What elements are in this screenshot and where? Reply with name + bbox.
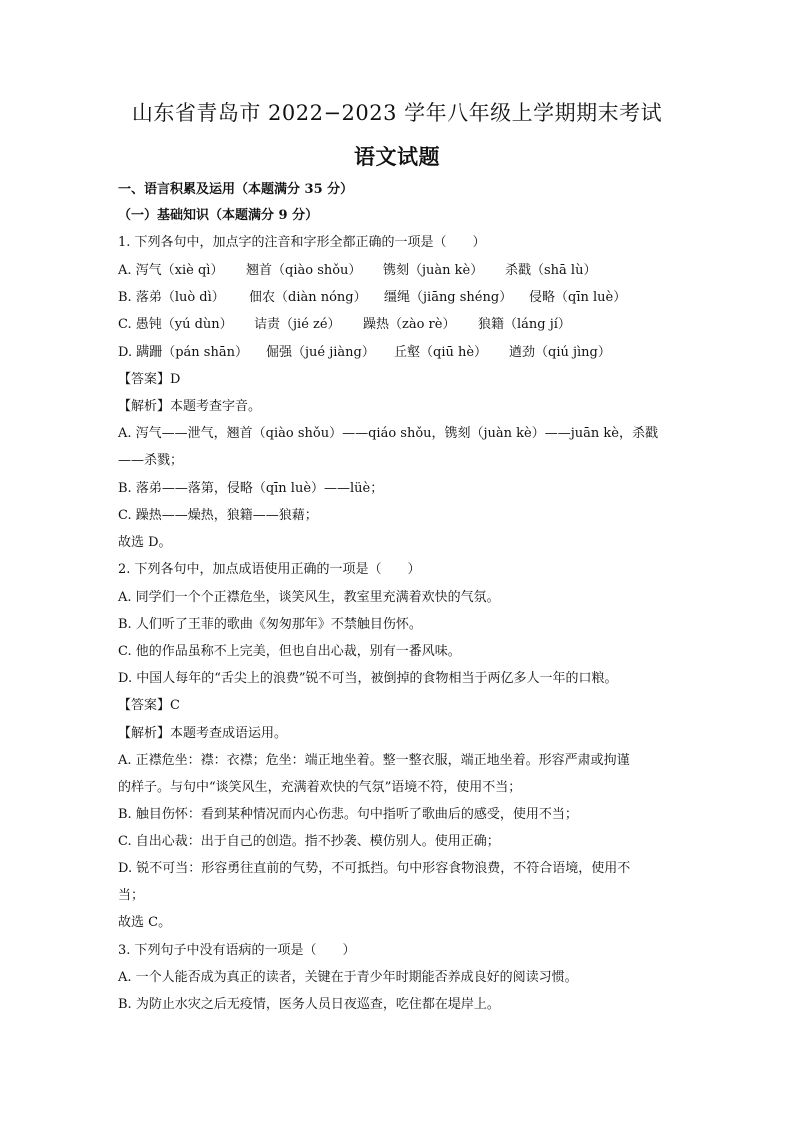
q1-answer: 【答案】D	[118, 372, 181, 387]
q2-analysis-line: B. 触目伤怀：看到某种情况而内心伤悲。句中指听了歌曲后的感受，使用不当；	[118, 807, 578, 822]
q2-analysis-line: 的样子。与句中“谈笑风生，充满着欢快的气氛”语境不符，使用不当；	[118, 780, 522, 795]
option-item: 杀戳（shā lù）	[505, 263, 597, 278]
document-title: 山东省青岛市 2022−2023 学年八年级上学期期末考试	[131, 101, 663, 125]
option-item: 翘首（qiào shǒu）	[246, 263, 362, 278]
q1-analysis-line: 故选 D。	[118, 535, 172, 550]
subsection-heading: （一）基础知识（本题满分 9 分）	[118, 208, 319, 223]
q2-analysis-line: 当；	[118, 888, 145, 903]
question-2-stem: 2. 下列各句中，加点成语使用正确的一项是（ ）	[118, 562, 421, 577]
q1-analysis-line: C. 躁热——燥热，狼籍——狼藉；	[118, 508, 318, 523]
q2-answer: 【答案】C	[118, 698, 180, 713]
q2-option-d: D. 中国人每年的“舌尖上的浪费”锐不可当，被倒掉的食物相当于两亿多人一年的口粮。	[118, 671, 618, 686]
q1-option-c	[118, 316, 678, 334]
q2-analysis-line: 故选 C。	[118, 915, 172, 930]
q1-option-d	[118, 344, 678, 362]
option-item: 狼籍（láng jí）	[478, 317, 571, 332]
q2-analysis-line: A. 正襟危坐：襟：衣襟；危坐：端正地坐着。整一整衣服，端正地坐着。形容严肃或拘谨	[118, 753, 630, 768]
q1-option-b	[118, 289, 678, 307]
q3-option-b: B. 为防止水灾之后无疫情，医务人员日夜巡查，吃住都在堤岸上。	[118, 997, 500, 1012]
option-item: A. 泻气（xiè qì）	[118, 263, 224, 278]
option-item: 丘壑（qiū hè）	[394, 345, 488, 360]
q2-option-c: C. 他的作品虽称不上完美，但也自出心裁，别有一番风味。	[118, 644, 461, 659]
q1-analysis-line: B. 落弟——落第，侵略（qīn luè）——lüè；	[118, 481, 384, 496]
option-item: D. 蹒跚（pán shān）	[118, 345, 248, 360]
option-item: 缰绳（jiāng shéng）	[384, 290, 513, 305]
q1-analysis: 【解析】本题考查字音。	[118, 399, 262, 414]
option-item: 佃农（diàn nóng）	[249, 290, 367, 305]
q1-analysis-line: A. 泻气——泄气，翘首（qiào shǒu）——qiáo shǒu，镌刻（juàn kè）——juān kè，杀戳	[118, 426, 658, 441]
option-item: 镌刻（juàn kè）	[383, 263, 484, 278]
q1-analysis-line: ——杀戮；	[118, 453, 184, 468]
option-item: 侵略（qīn luè）	[529, 290, 627, 305]
option-item: B. 落弟（luò dì）	[118, 290, 225, 305]
question-1-stem: 1. 下列各句中，加点字的注音和字形全都正确的一项是（ ）	[118, 235, 486, 250]
option-item: C. 愚钝（yú dùn）	[118, 317, 233, 332]
option-item: 诘责（jié zé）	[254, 317, 341, 332]
q2-analysis-line: D. 锐不可当：形容勇往直前的气势，不可抵挡。句中形容食物浪费，不符合语境，使用不	[118, 861, 631, 876]
q2-analysis-line: C. 自出心裁：出于自己的创造。指不抄袭、模仿别人。使用正确；	[118, 834, 500, 849]
option-item: 遒劲（qiú jìng）	[509, 345, 611, 360]
option-item: 倔强（jué jiàng）	[266, 345, 375, 360]
section-heading: 一、语言积累及运用（本题满分 35 分）	[118, 182, 354, 197]
option-item: 躁热（zào rè）	[363, 317, 456, 332]
q2-analysis: 【解析】本题考查成语运用。	[118, 726, 288, 741]
q2-option-b: B. 人们听了王菲的歌曲《匆匆那年》不禁触目伤怀。	[118, 617, 422, 632]
q2-option-a: A. 同学们一个个正襟危坐，谈笑风生，教室里充满着欢快的气氛。	[118, 590, 500, 605]
question-3-stem: 3. 下列句子中没有语病的一项是（ ）	[118, 943, 356, 958]
document-subtitle: 语文试题	[354, 144, 440, 169]
q1-option-a	[118, 262, 678, 280]
q3-option-a: A. 一个人能否成为真正的读者，关键在于青少年时期能否养成良好的阅读习惯。	[118, 970, 578, 985]
